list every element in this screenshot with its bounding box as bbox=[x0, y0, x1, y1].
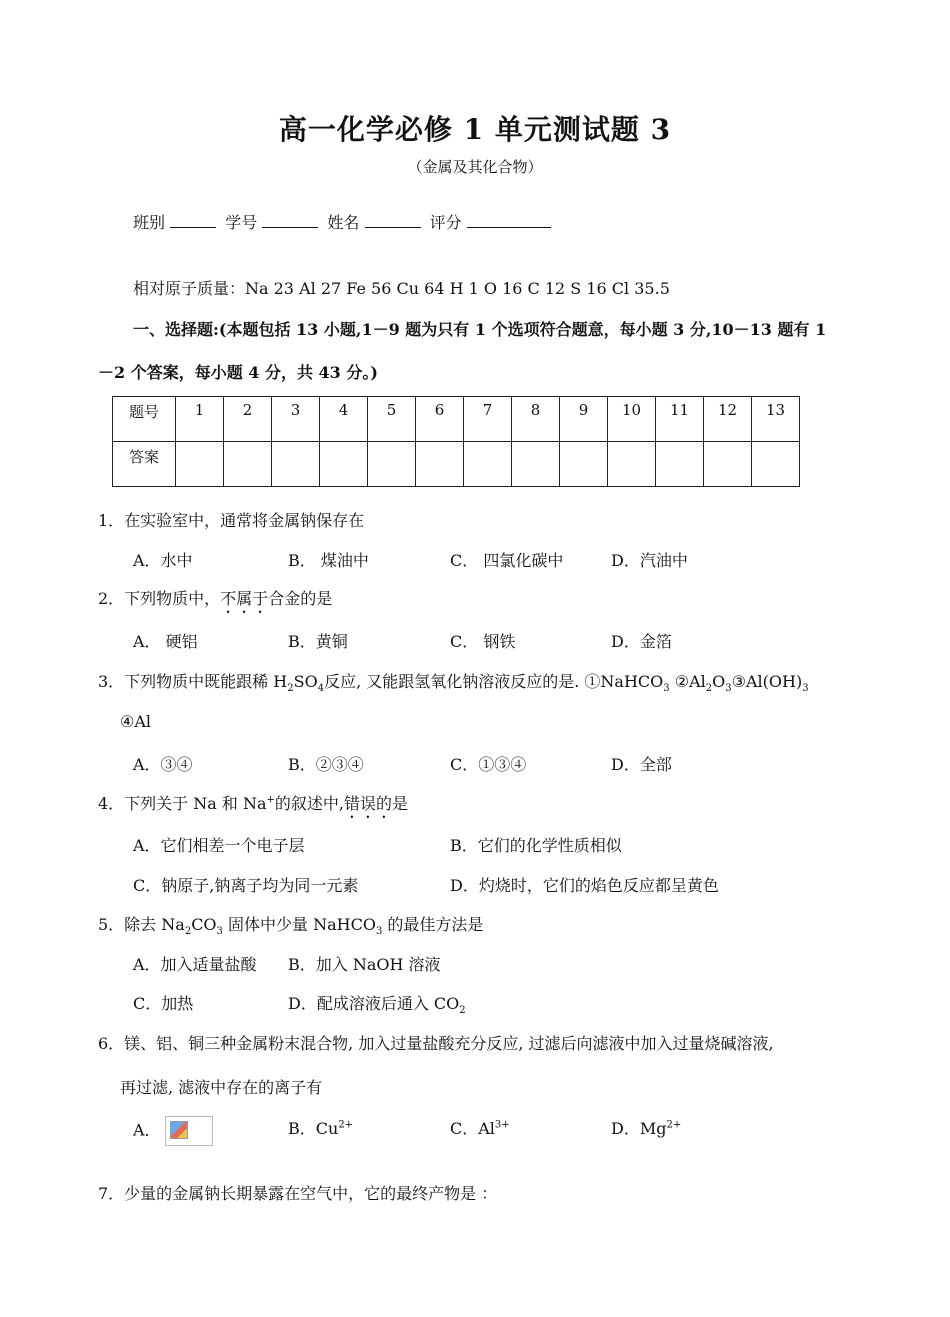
q4-option-d: D．灼烧时，它们的焰色反应都呈黄色 bbox=[450, 876, 719, 895]
answer-header: 答案 bbox=[113, 442, 176, 487]
answer-cell[interactable] bbox=[320, 442, 368, 487]
page-subtitle: （金属及其化合物） bbox=[407, 158, 543, 176]
q3-option-b: B．②③④ bbox=[288, 755, 364, 774]
question-number-cell: 5 bbox=[368, 397, 416, 442]
atomic-mass-line: 相对原子质量：Na 23 Al 27 Fe 56 Cu 64 H 1 O 16 C 12 S 16 Cl 35.5 bbox=[133, 279, 670, 298]
question-3-stem: 3．下列物质中既能跟稀 $H_2SO_4$反应, 又能跟氢氧化钠溶液反应的是. ①NaHCO$_3$ $②Al_2O_3③Al(OH)_3$ bbox=[98, 672, 809, 695]
student-id-label: 学号 bbox=[225, 213, 258, 232]
answer-cell[interactable] bbox=[704, 442, 752, 487]
q1-option-c: C． 四氯化碳中 bbox=[450, 551, 564, 570]
q6-option-a: A． bbox=[133, 1116, 213, 1146]
question-6-stem: 6．镁、铝、铜三种金属粉末混合物, 加入过量盐酸充分反应, 过滤后向滤液中加入过量烧碱溶液, bbox=[98, 1034, 774, 1053]
question-7-stem: 7．少量的金属钠长期暴露在空气中，它的最终产物是 ： bbox=[98, 1184, 498, 1203]
question-number-cell: 9 bbox=[560, 397, 608, 442]
q5-option-b: B．加入 NaOH 溶液 bbox=[288, 955, 441, 974]
answer-table bbox=[112, 396, 800, 487]
class-label: 班别 bbox=[133, 213, 166, 232]
q5-option-d: D．配成溶液后通入 $CO_2$ bbox=[288, 994, 466, 1017]
question-number-cell: 13 bbox=[752, 397, 800, 442]
question-number-cell: 8 bbox=[512, 397, 560, 442]
answer-cell[interactable] bbox=[752, 442, 800, 487]
question-1-stem: 1．在实验室中，通常将金属钠保存在 bbox=[98, 511, 365, 530]
answer-cell[interactable] bbox=[272, 442, 320, 487]
class-field[interactable] bbox=[170, 213, 216, 228]
question-number-cell: 4 bbox=[320, 397, 368, 442]
answer-cell[interactable] bbox=[176, 442, 224, 487]
answer-table-number-row bbox=[113, 397, 800, 442]
q2-option-d: D．金箔 bbox=[611, 632, 672, 651]
q1-option-d: D．汽油中 bbox=[611, 551, 688, 570]
answer-cell[interactable] bbox=[464, 442, 512, 487]
question-number-cell: 10 bbox=[608, 397, 656, 442]
question-number-header: 题号 bbox=[113, 397, 176, 442]
answer-cell[interactable] bbox=[224, 442, 272, 487]
answer-cell[interactable] bbox=[416, 442, 464, 487]
answer-table-answer-row bbox=[113, 442, 800, 487]
question-number-cell: 11 bbox=[656, 397, 704, 442]
q4-option-b: B．它们的化学性质相似 bbox=[450, 836, 622, 855]
question-number-cell: 7 bbox=[464, 397, 512, 442]
answer-cell[interactable] bbox=[656, 442, 704, 487]
q3-option-a: A．③④ bbox=[133, 755, 193, 774]
answer-cell[interactable] bbox=[608, 442, 656, 487]
name-label: 姓名 bbox=[327, 213, 360, 232]
question-number-cell: 2 bbox=[224, 397, 272, 442]
student-info-row bbox=[133, 210, 551, 233]
name-field[interactable] bbox=[365, 213, 421, 228]
question-4-stem: 4．下列关于 Na 和 Na+的叙述中,错误的是 bbox=[98, 794, 409, 813]
question-number-cell: 1 bbox=[176, 397, 224, 442]
question-3-stem-line2: ④Al bbox=[120, 712, 152, 731]
question-number-cell: 3 bbox=[272, 397, 320, 442]
q4-option-c: C．钠原子,钠离子均为同一元素 bbox=[133, 876, 359, 895]
student-id-field[interactable] bbox=[262, 213, 318, 228]
broken-image-icon bbox=[165, 1116, 213, 1146]
question-5-stem: 5．除去 $Na_2CO_3$ 固体中少量 NaHCO$_3$ 的最佳方法是 bbox=[98, 915, 484, 938]
q2-option-a: A． 硬铝 bbox=[133, 632, 198, 651]
q1-option-b: B． 煤油中 bbox=[288, 551, 369, 570]
section-heading-line2: －2 个答案，每小题 4 分，共 43 分。) bbox=[98, 363, 378, 382]
answer-cell[interactable] bbox=[512, 442, 560, 487]
q3-option-c: C．①③④ bbox=[450, 755, 527, 774]
emphasized-text: 不属于 bbox=[220, 589, 269, 608]
q3-option-d: D．全部 bbox=[611, 755, 672, 774]
q5-option-a: A．加入适量盐酸 bbox=[133, 955, 257, 974]
q4-option-a: A．它们相差一个电子层 bbox=[133, 836, 305, 855]
q2-option-c: C． 钢铁 bbox=[450, 632, 516, 651]
question-number-cell: 12 bbox=[704, 397, 752, 442]
q6-option-d: D．$Mg^{2+}$ bbox=[611, 1119, 682, 1138]
q2-option-b: B．黄铜 bbox=[288, 632, 348, 651]
score-field[interactable] bbox=[467, 213, 551, 228]
q6-option-b: B．$Cu^{2+}$ bbox=[288, 1119, 354, 1138]
page-title: 高一化学必修 1 单元测试题 3 bbox=[278, 113, 672, 146]
question-number-cell: 6 bbox=[416, 397, 464, 442]
answer-cell[interactable] bbox=[368, 442, 416, 487]
question-6-stem-line2: 再过滤, 滤液中存在的离子有 bbox=[120, 1078, 323, 1097]
score-label: 评分 bbox=[429, 213, 462, 232]
q5-option-c: C．加热 bbox=[133, 994, 194, 1013]
q1-option-a: A．水中 bbox=[133, 551, 193, 570]
answer-cell[interactable] bbox=[560, 442, 608, 487]
emphasized-text: 错误的 bbox=[344, 794, 393, 813]
section-heading-line1: 一、选择题:(本题包括 13 小题,1－9 题为只有 1 个选项符合题意，每小题 3 分,10－13 题有 1 bbox=[133, 320, 827, 339]
q6-option-c: C．$Al^{3+}$ bbox=[450, 1119, 510, 1138]
question-2-stem: 2．下列物质中，不属于合金的是 bbox=[98, 589, 333, 608]
